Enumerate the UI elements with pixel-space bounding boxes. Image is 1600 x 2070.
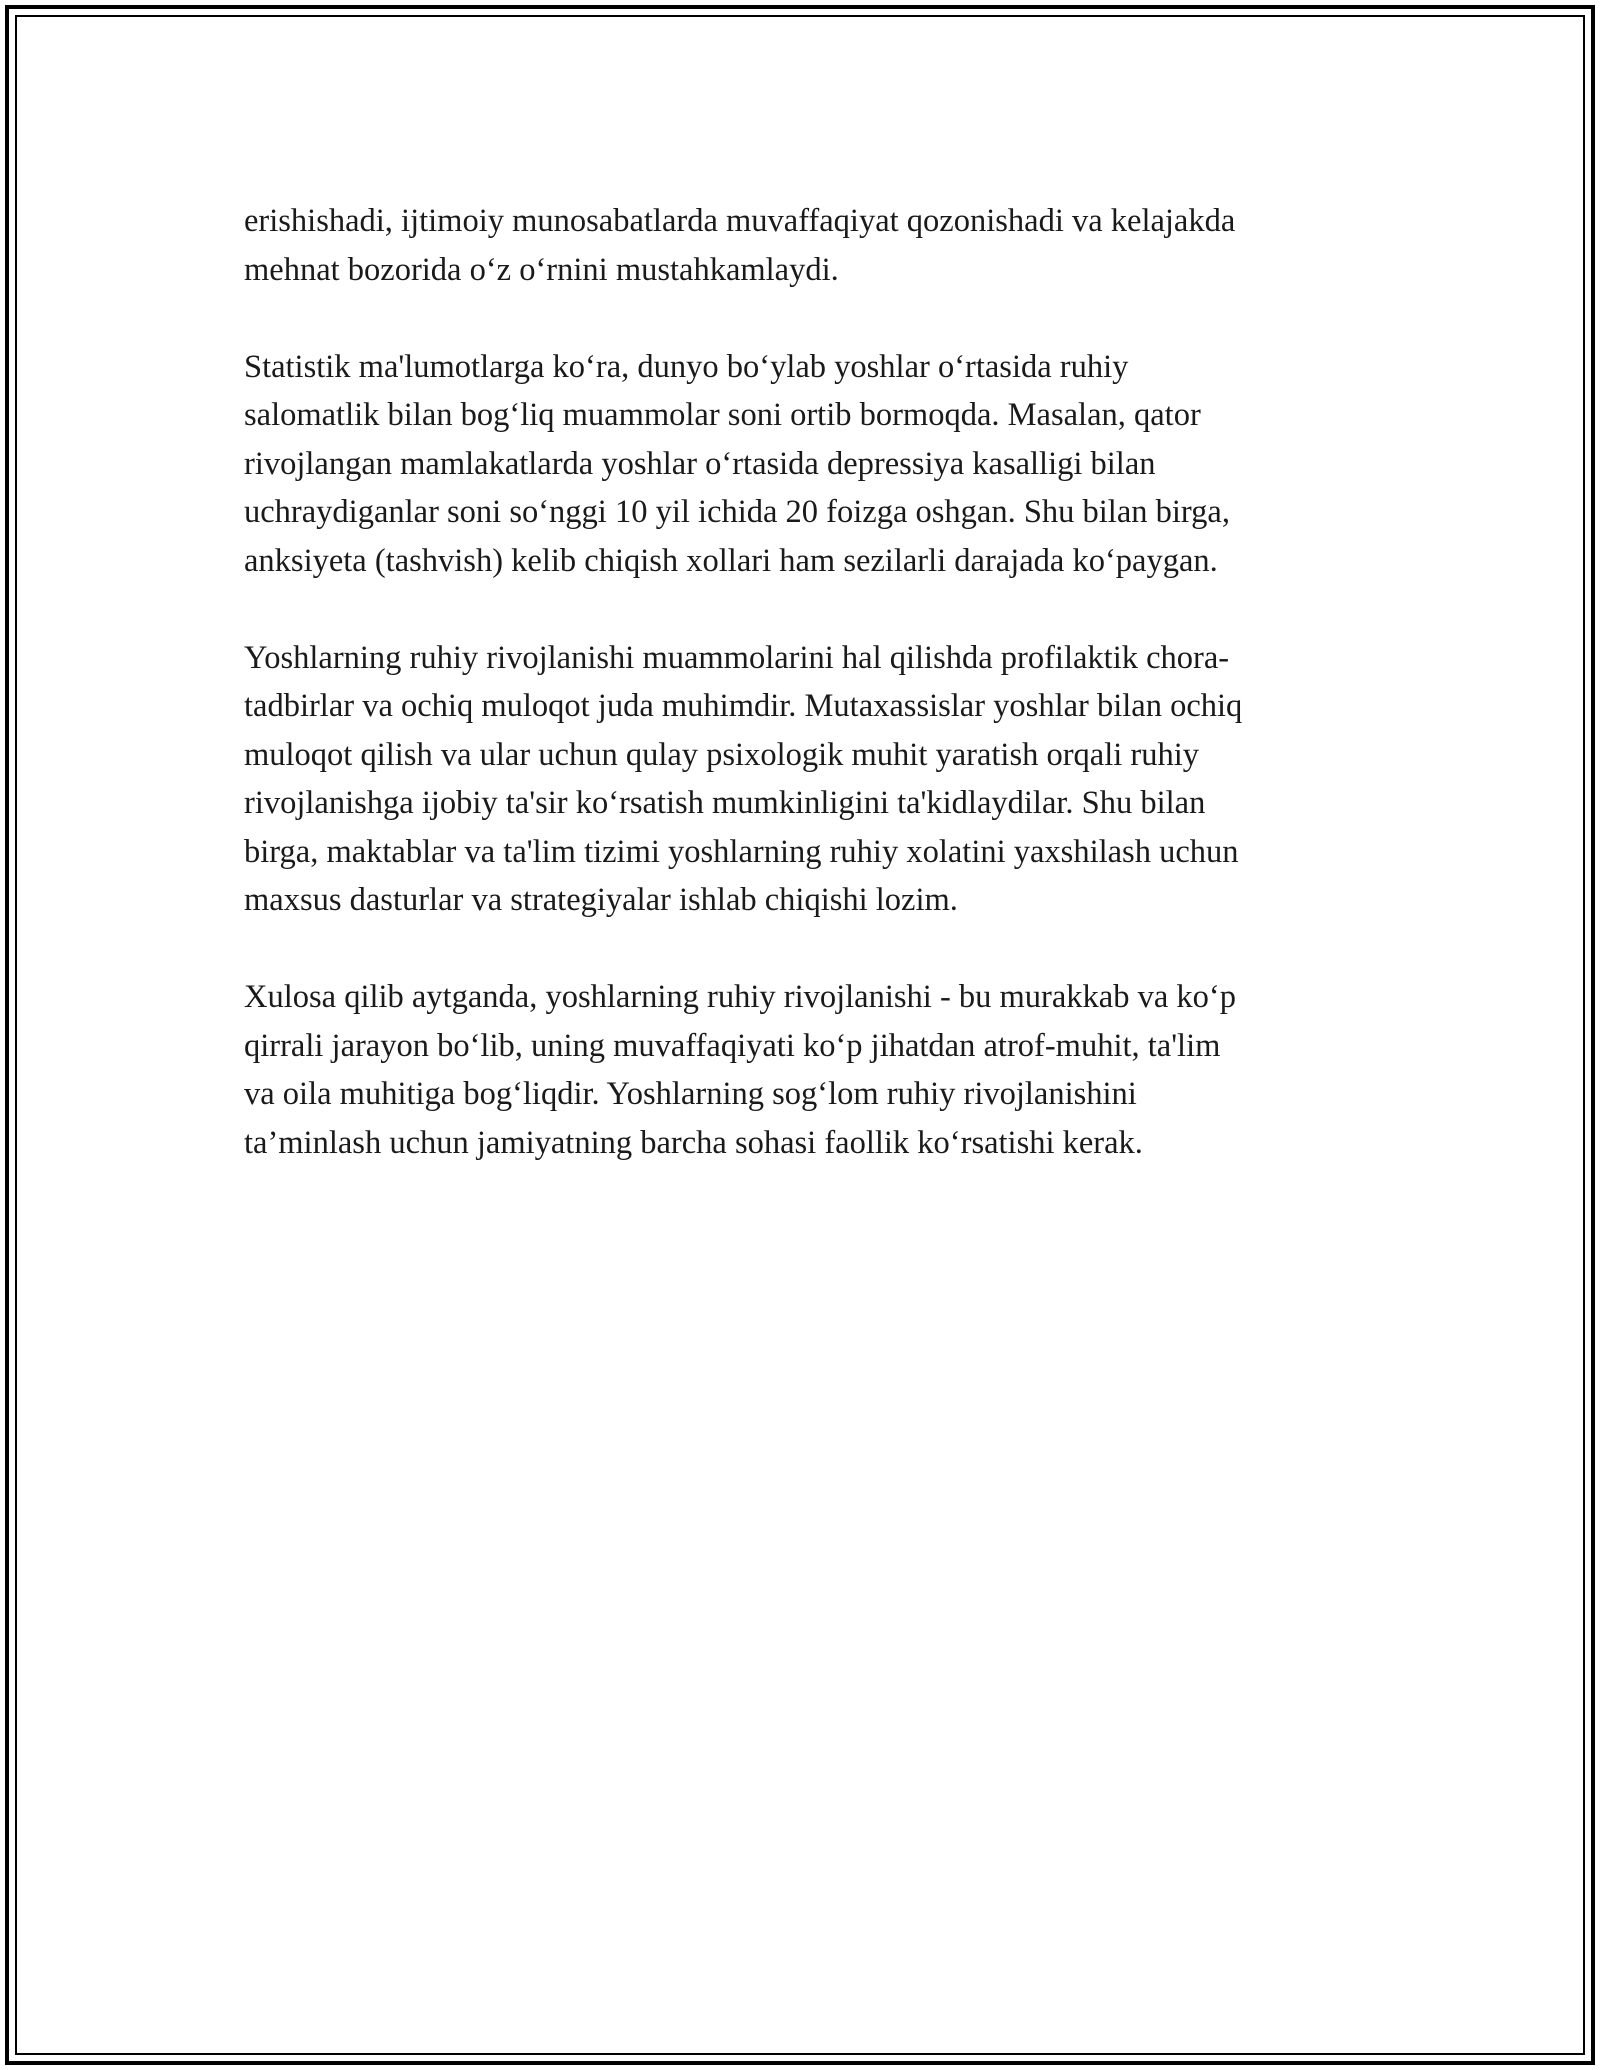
paragraph-4 (244, 973, 1394, 1167)
text-line: rivojlangan mamlakatlarda yoshlar o‘rtasida depressiya kasalligi bilan (244, 445, 1156, 482)
text-line: ta’minlash uchun jamiyatning barcha sohasi faollik ko‘rsatishi kerak. (244, 1124, 1143, 1161)
text-line: muloqot qilish va ular uchun qulay psixologik muhit yaratish orqali ruhiy (244, 736, 1200, 773)
paragraph-2 (244, 343, 1394, 586)
text-line: uchraydiganlar soni so‘nggi 10 yil ichida 20 foizga oshgan. Shu bilan birga, (244, 494, 1230, 530)
paragraph-3 (244, 634, 1394, 925)
text-line: va oila muhitiga bog‘liqdir. Yoshlarning sog‘lom ruhiy rivojlanishini (244, 1076, 1137, 1112)
text-line: erishishadi, ijtimoiy munosabatlarda muvaffaqiyat qozonishadi va kelajakda (244, 203, 1236, 239)
paragraph-1 (244, 197, 1394, 294)
text-line: anksiyeta (tashvish) kelib chiqish xollari ham sezilarli darajada ko‘paygan. (244, 542, 1218, 579)
text-line: salomatlik bilan bog‘liq muammolar soni ortib bormoqda. Masalan, qator (244, 397, 1201, 433)
text-line: Yoshlarning ruhiy rivojlanishi muammolarini hal qilishda profilaktik chora- (244, 639, 1230, 676)
page-border (5, 5, 1595, 2065)
text-line: rivojlanishga ijobiy ta'sir ko‘rsatish mumkinligini ta'kidlaydilar. Shu bilan (244, 785, 1206, 821)
text-line: tadbirlar va ochiq muloqot juda muhimdir. Mutaxassislar yoshlar bilan ochiq (244, 688, 1243, 724)
document-body (244, 197, 1394, 1216)
text-line: maxsus dasturlar va strategiyalar ishlab chiqishi lozim. (244, 882, 958, 918)
text-line: Statistik ma'lumotlarga ko‘ra, dunyo bo‘ylab yoshlar o‘rtasida ruhiy (244, 348, 1129, 385)
text-line: birga, maktablar va ta'lim tizimi yoshlarning ruhiy xolatini yaxshilash uchun (244, 833, 1239, 870)
text-line: Xulosa qilib aytganda, yoshlarning ruhiy rivojlanishi - bu murakkab va ko‘p (244, 979, 1236, 1015)
text-line: mehnat bozorida o‘z o‘rnini mustahkamlaydi. (244, 251, 839, 288)
text-line: qirrali jarayon bo‘lib, uning muvaffaqiyati ko‘p jihatdan atrof-muhit, ta'lim (244, 1027, 1221, 1064)
